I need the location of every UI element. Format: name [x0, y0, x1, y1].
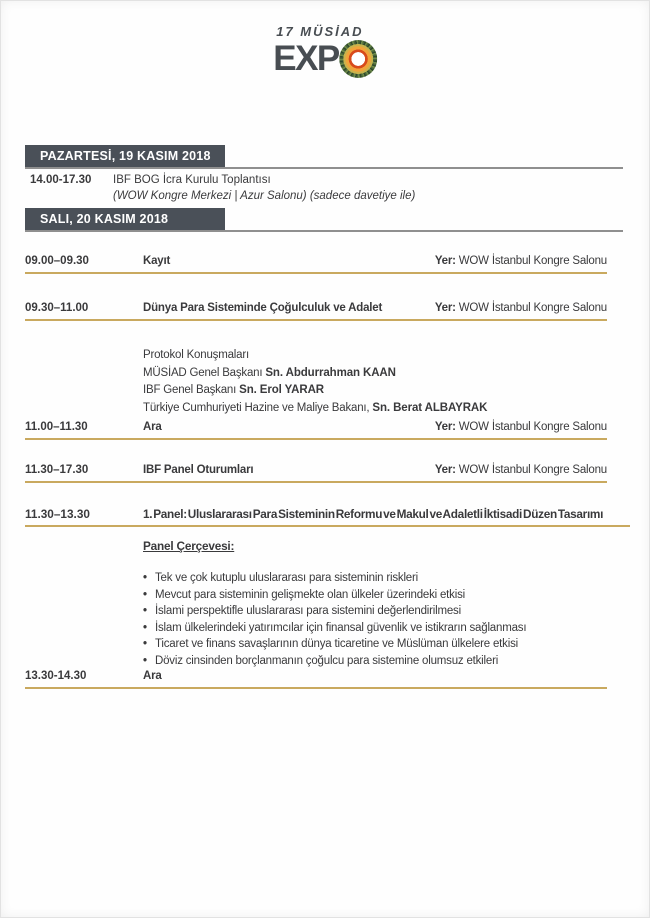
schedule-row-ara-2 — [25, 669, 607, 689]
list-item-text: Ticaret ve finans savaşlarının dünya ticaretine ve Müslüman ülkelere etkisi — [155, 638, 518, 650]
list-item — [143, 636, 610, 653]
event-time: 11.30–13.30 — [25, 507, 90, 521]
panel-topics-list — [143, 570, 610, 669]
protocol-speaker: Sn. Erol YARAR — [239, 384, 324, 396]
event-note: (WOW Kongre Merkezi | Azur Salonu) (sadece davetiye ile) — [113, 190, 416, 202]
protocol-text: Protokol Konuşmaları — [143, 349, 249, 361]
event-title: IBF Panel Oturumları — [143, 464, 254, 476]
protocol-speaker: Sn. Berat ALBAYRAK — [372, 401, 488, 414]
event-time: 14.00-17.30 — [30, 174, 92, 186]
event-location — [435, 420, 607, 434]
schedule-row-dunya-para — [25, 301, 607, 321]
list-item-text: İslam ülkelerindeki yatırımcılar için finansal güvenlik ve istikrarın sağlanması — [155, 621, 527, 634]
logo-expo-text: EXP — [273, 39, 339, 78]
event-title: Ara — [143, 670, 162, 682]
event-title: IBF BOG İcra Kurulu Toplantısı — [113, 174, 271, 186]
list-item-text: Döviz cinsinden borçlanmanın çoğulcu para sistemine olumsuz etkileri — [155, 654, 499, 667]
logo-top-text: 17 MÜSİAD — [276, 24, 364, 39]
protocol-line — [143, 365, 620, 383]
day2-header-bar: SALI, 20 KASIM 2018 — [25, 208, 225, 230]
event-location — [435, 301, 607, 315]
schedule-row-panel-1 — [25, 507, 630, 527]
event-time: 11.00–11.30 — [25, 421, 88, 433]
list-item — [143, 603, 610, 620]
location-value: WOW İstanbul Kongre Salonu — [458, 464, 607, 476]
protocol-text: IBF Genel Başkanı — [143, 384, 240, 396]
bullet-icon: • — [143, 572, 147, 584]
mandala-flower-icon — [339, 40, 377, 78]
list-item — [143, 620, 610, 637]
list-item-text: İslami perspektifle uluslararası para sistemini değerlendirilmesi — [155, 605, 461, 617]
protocol-text: MÜSİAD Genel Başkanı — [143, 366, 266, 379]
protocol-line — [143, 347, 620, 365]
protocol-line — [143, 400, 620, 418]
event-time: 11.30–17.30 — [25, 464, 89, 476]
event-location — [435, 254, 607, 268]
schedule-row-ibf-panel — [25, 463, 607, 483]
list-item — [143, 587, 610, 604]
location-value: WOW İstanbul Kongre Salonu — [458, 421, 607, 433]
panel-frame-label: Panel Çerçevesi: — [143, 539, 235, 553]
musiad-expo-logo — [273, 24, 377, 78]
event-title: Dünya Para Sisteminde Çoğulculuk ve Adalet — [143, 302, 383, 314]
logo-expo-row — [273, 40, 377, 78]
location-label: Yer: — [434, 255, 456, 267]
list-item-text: Tek ve çok kutuplu uluslararası para sisteminin riskleri — [155, 572, 418, 584]
protocol-speaker: Sn. Abdurrahman KAAN — [265, 366, 396, 379]
event-time: 09.30–11.00 — [25, 302, 89, 314]
location-label: Yer: — [434, 421, 456, 433]
location-label: Yer: — [434, 302, 456, 314]
event-time: 13.30-14.30 — [25, 670, 87, 682]
location-value: WOW İstanbul Kongre Salonu — [458, 302, 607, 314]
event-time: 09.00–09.30 — [25, 255, 89, 267]
list-item-text: Mevcut para sisteminin gelişmekte olan ülkeler üzerindeki etkisi — [155, 588, 465, 601]
protocol-speeches-block — [143, 347, 620, 417]
schedule-row-ara-1 — [25, 420, 607, 440]
bullet-icon: • — [143, 605, 147, 617]
bullet-icon: • — [143, 638, 147, 650]
day1-event-row — [30, 172, 607, 204]
schedule-row-kayit — [25, 254, 607, 274]
protocol-text: Türkiye Cumhuriyeti Hazine ve Maliye Bakanı, — [143, 401, 373, 414]
list-item — [143, 570, 610, 587]
list-item — [143, 653, 610, 670]
event-location — [435, 463, 607, 477]
event-title: Ara — [143, 421, 162, 433]
bullet-icon: • — [143, 654, 147, 667]
location-label: Yer: — [434, 464, 456, 476]
location-value: WOW İstanbul Kongre Salonu — [458, 255, 607, 267]
bullet-icon: • — [143, 621, 147, 634]
day2-header-rule — [25, 208, 623, 232]
event-content — [113, 172, 415, 204]
panel-title: 1. Panel: Uluslararası Para Sisteminin Reformu ve Makul ve Adaletli İktisadi Düzen Tasarımı — [143, 507, 604, 521]
day1-header-bar: PAZARTESİ, 19 KASIM 2018 — [25, 145, 225, 167]
event-title: Kayıt — [143, 255, 171, 267]
day1-header-rule — [25, 145, 623, 169]
protocol-line — [143, 382, 620, 400]
bullet-icon: • — [143, 588, 147, 601]
